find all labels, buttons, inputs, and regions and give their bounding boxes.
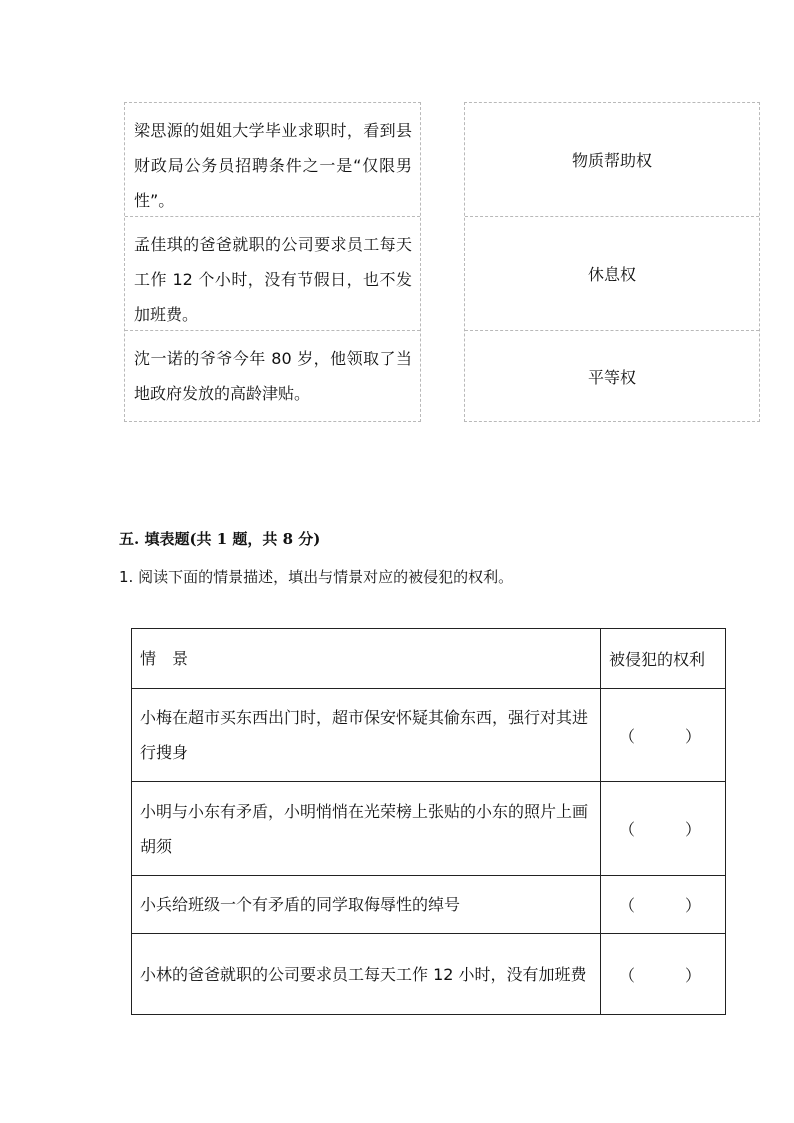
answer-blank[interactable] — [601, 782, 726, 876]
table-row — [132, 876, 726, 934]
matching-right-column — [464, 102, 760, 422]
matching-right-item: 物质帮助权 — [465, 103, 759, 217]
header-scene: 情 景 — [132, 629, 601, 689]
matching-left-item: 孟佳琪的爸爸就职的公司要求员工每天工作 12 个小时，没有节假日，也不发加班费。 — [125, 217, 420, 331]
matching-left-column — [124, 102, 421, 422]
answer-blank[interactable] — [601, 689, 726, 782]
scene-cell: 小林的爸爸就职的公司要求员工每天工作 12 小时，没有加班费 — [132, 934, 601, 1015]
table-header-row — [132, 629, 726, 689]
close-paren: ） — [685, 820, 702, 839]
matching-left-item: 梁思源的姐姐大学毕业求职时，看到县财政局公务员招聘条件之一是“仅限男性”。 — [125, 103, 420, 217]
open-paren: （ — [619, 820, 636, 839]
matching-right-item: 平等权 — [587, 367, 636, 387]
open-paren: （ — [619, 726, 636, 746]
question-text: 1. 阅读下面的情景描述，填出与情景对应的被侵犯的权利。 — [119, 568, 514, 586]
open-paren: （ — [619, 965, 636, 985]
scene-cell: 小兵给班级一个有矛盾的同学取侮辱性的绰号 — [132, 876, 601, 934]
fill-table — [131, 628, 726, 1015]
scene-cell: 小明与小东有矛盾，小明悄悄在光荣榜上张贴的小东的照片上画胡须 — [132, 782, 601, 876]
answer-blank[interactable] — [601, 934, 726, 1015]
close-paren: ） — [685, 965, 702, 985]
table-row — [132, 689, 726, 782]
table-row — [132, 934, 726, 1015]
section-title: 五. 填表题(共 1 题，共 8 分) — [119, 530, 321, 548]
header-right: 被侵犯的权利 — [601, 629, 726, 689]
scene-cell: 小梅在超市买东西出门时，超市保安怀疑其偷东西，强行对其进行搜身 — [132, 689, 601, 782]
open-paren: （ — [619, 896, 636, 915]
matching-right-item: 休息权 — [465, 217, 759, 331]
close-paren: ） — [685, 896, 702, 915]
table-row — [132, 782, 726, 876]
answer-blank[interactable] — [601, 876, 726, 934]
matching-left-item: 沈一诺的爷爷今年 80 岁，他领取了当地政府发放的高龄津贴。 — [134, 349, 412, 403]
close-paren: ） — [685, 726, 702, 746]
